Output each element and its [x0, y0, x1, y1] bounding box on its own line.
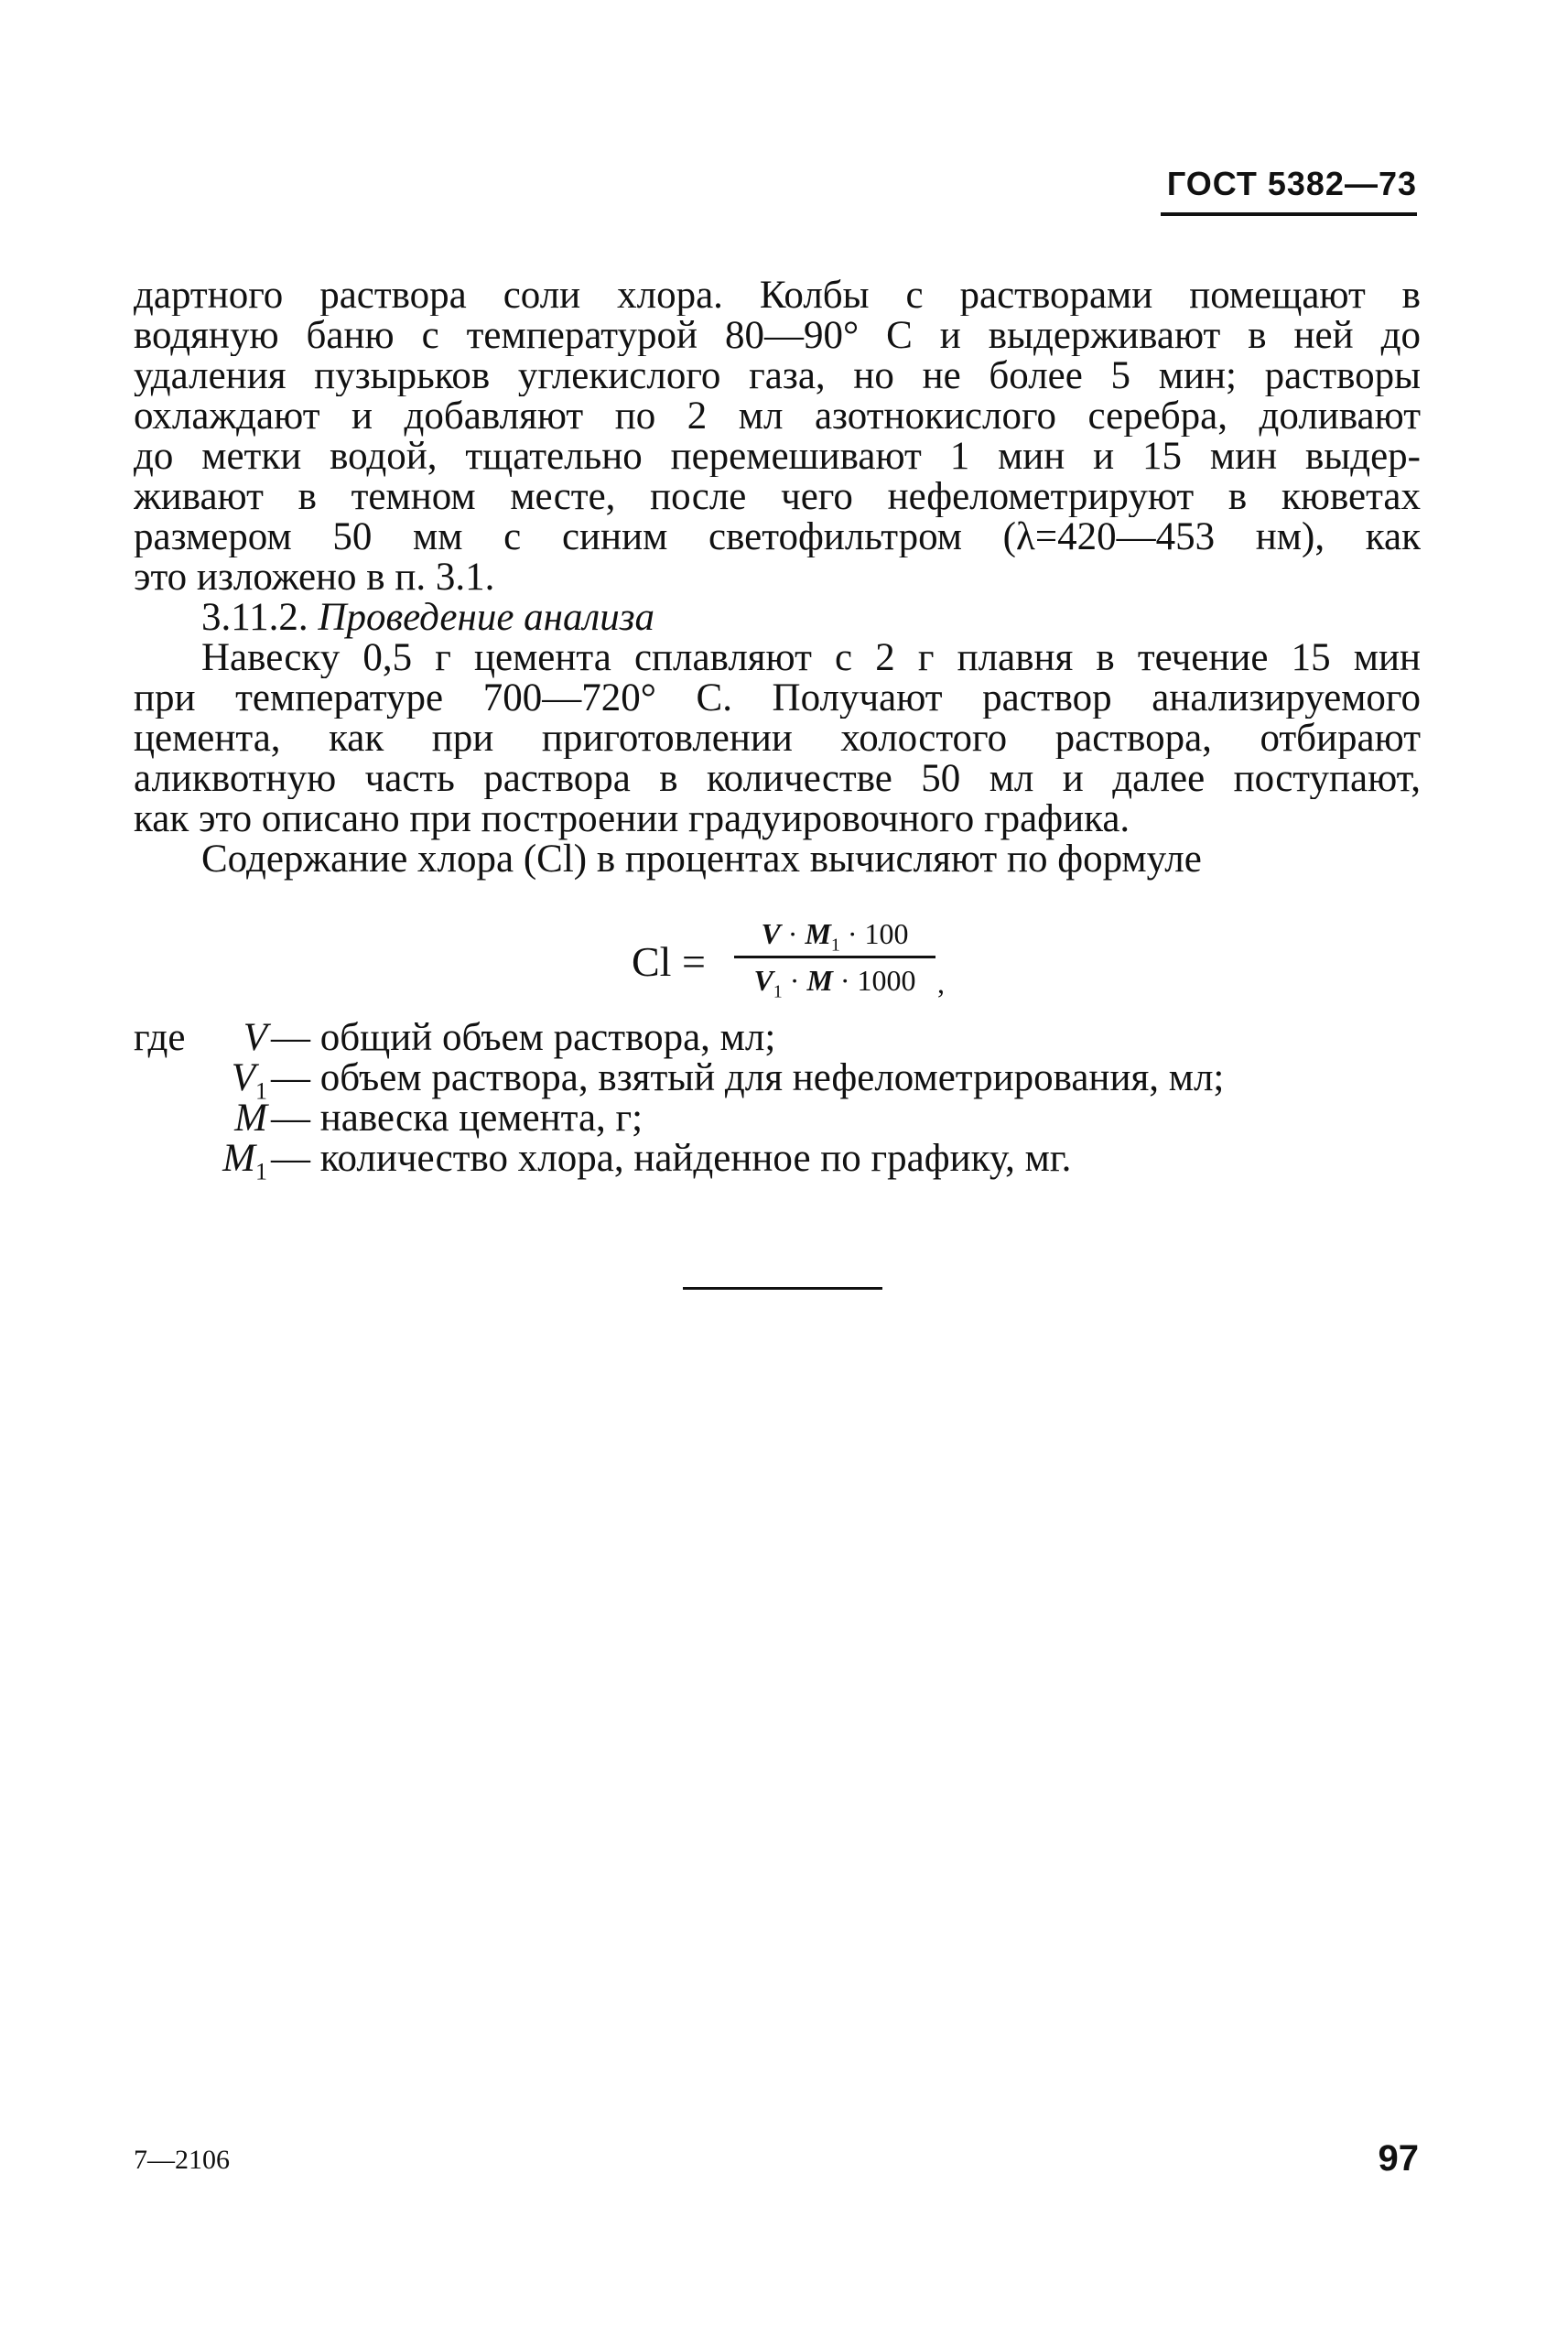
paragraph-line: цемента, как при приготовлении холостого раствора, отбирают [134, 719, 1421, 759]
legend-symbol: $M_1$ [222, 1137, 267, 1185]
section-title: Проведение анализа [318, 596, 655, 639]
section-end-rule [683, 1287, 882, 1290]
page-number: 97 [1378, 2138, 1419, 2179]
chlorine-formula [632, 914, 1016, 1014]
legend-symbol: $V_1$ [231, 1056, 267, 1105]
formula-intro: Содержание хлора (Cl) в процентах вычисляют по формуле [201, 838, 1202, 881]
standard-code: ГОСТ 5382—73 [1166, 165, 1417, 202]
paragraph-line: размером 50 мм с синим светофильтром (λ=420—453 нм), как [134, 517, 1421, 557]
legend-symbol: V [243, 1016, 267, 1059]
paragraph-line: это изложено в п. 3.1. [134, 556, 495, 599]
formula-fraction [734, 914, 935, 1000]
section-number: 3.11.2. [201, 596, 308, 639]
legend-description: — количество хлора, найденное по графику, мг. [271, 1137, 1072, 1180]
formula-denominator: $V_1 \cdot M \cdot 1000$ [753, 964, 916, 1002]
paragraph-line: дартного раствора соли хлора. Колбы с растворами помещают в [134, 276, 1421, 316]
print-order-code: 7—2106 [134, 2145, 230, 2175]
formula-lhs: Cl = [632, 938, 706, 985]
header-rule [1161, 212, 1417, 216]
paragraph-line: водяную баню с температурой 80—90° С и выдерживают в ней до [134, 316, 1421, 356]
formula-comma: , [937, 967, 945, 1000]
paragraph-line: при температуре 700—720° С. Получают раствор анализируемого [134, 678, 1421, 719]
body-text [134, 276, 1421, 880]
legend-description: — навеска цемента, г; [271, 1097, 643, 1140]
section-heading [134, 598, 1421, 638]
legend-description: — объем раствора, взятый для нефелометрирования, мл; [271, 1056, 1225, 1099]
legend-symbol: M [234, 1097, 267, 1140]
fraction-bar [734, 956, 935, 958]
paragraph-line: живают в темном месте, после чего нефелометрируют в кюветах [134, 477, 1421, 517]
paragraph-line: охлаждают и добавляют по 2 мл азотнокислого серебра, доливают [134, 396, 1421, 437]
legend-lead: где [134, 1016, 186, 1059]
formula-numerator: $V \cdot M_1 \cdot 100$ [761, 917, 909, 956]
paragraph-line: до метки водой, тщательно перемешивают 1 мин и 15 мин выдер- [134, 437, 1421, 477]
paragraph-line: Навеску 0,5 г цемента сплавляют с 2 г плавня в течение 15 мин [201, 638, 1421, 678]
legend-description: — общий объем раствора, мл; [271, 1016, 776, 1059]
paragraph-line: аликвотную часть раствора в количестве 50 мл и далее поступают, [134, 759, 1421, 799]
paragraph-line: удаления пузырьков углекислого газа, но не более 5 мин; растворы [134, 356, 1421, 396]
paragraph-line: как это описано при построении градуировочного графика. [134, 797, 1130, 840]
